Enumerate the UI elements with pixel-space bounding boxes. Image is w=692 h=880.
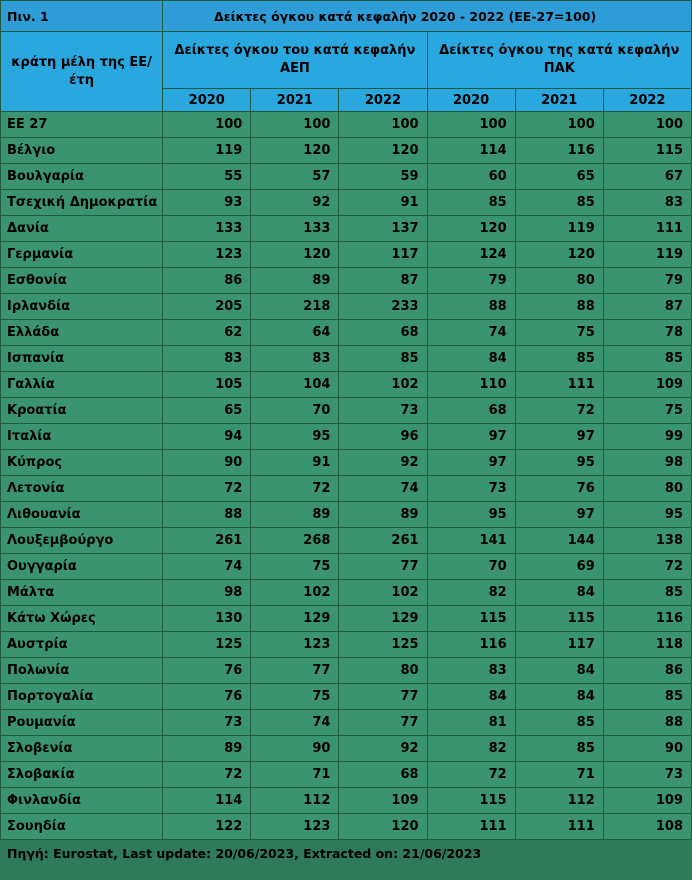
value-cell: 115 [427,606,515,632]
value-cell: 77 [251,658,339,684]
value-cell: 85 [603,346,691,372]
footer-row [1,840,692,867]
table-row [1,164,692,190]
value-cell: 97 [515,502,603,528]
header-year-gdp-2021: 2021 [251,89,339,112]
table-row [1,216,692,242]
table-row [1,268,692,294]
value-cell: 100 [515,112,603,138]
country-name-cell: Σλοβακία [1,762,163,788]
value-cell: 73 [339,398,427,424]
value-cell: 97 [427,450,515,476]
value-cell: 85 [603,684,691,710]
value-cell: 129 [339,606,427,632]
value-cell: 133 [163,216,251,242]
value-cell: 68 [427,398,515,424]
value-cell: 111 [515,814,603,840]
table-row [1,346,692,372]
country-name-cell: Λετονία [1,476,163,502]
table-number-label: Πιν. 1 [1,1,163,32]
value-cell: 117 [515,632,603,658]
value-cell: 114 [427,138,515,164]
value-cell: 85 [515,736,603,762]
value-cell: 233 [339,294,427,320]
value-cell: 115 [515,606,603,632]
value-cell: 95 [427,502,515,528]
value-cell: 55 [163,164,251,190]
value-cell: 74 [163,554,251,580]
value-cell: 115 [427,788,515,814]
header-year-ahfc-2020: 2020 [427,89,515,112]
value-cell: 95 [251,424,339,450]
table-row [1,320,692,346]
country-name-cell: Ελλάδα [1,320,163,346]
value-cell: 138 [603,528,691,554]
value-cell: 125 [163,632,251,658]
value-cell: 75 [251,554,339,580]
value-cell: 74 [251,710,339,736]
value-cell: 119 [515,216,603,242]
value-cell: 64 [251,320,339,346]
value-cell: 120 [427,216,515,242]
value-cell: 122 [163,814,251,840]
value-cell: 67 [603,164,691,190]
value-cell: 102 [251,580,339,606]
value-cell: 70 [427,554,515,580]
table-row [1,242,692,268]
value-cell: 87 [603,294,691,320]
table-row [1,606,692,632]
table-row [1,762,692,788]
value-cell: 82 [427,736,515,762]
value-cell: 117 [339,242,427,268]
value-cell: 85 [515,190,603,216]
value-cell: 76 [515,476,603,502]
value-cell: 116 [603,606,691,632]
value-cell: 79 [427,268,515,294]
value-cell: 89 [163,736,251,762]
value-cell: 125 [339,632,427,658]
country-name-cell: Κροατία [1,398,163,424]
country-name-cell: Ιρλανδία [1,294,163,320]
value-cell: 109 [603,372,691,398]
value-cell: 70 [251,398,339,424]
value-cell: 86 [603,658,691,684]
table-row [1,710,692,736]
value-cell: 205 [163,294,251,320]
value-cell: 120 [339,814,427,840]
value-cell: 116 [427,632,515,658]
value-cell: 124 [427,242,515,268]
value-cell: 95 [603,502,691,528]
value-cell: 119 [163,138,251,164]
table-row [1,112,692,138]
header-row-label: κράτη μέλη της ΕΕ/ έτη [1,32,163,112]
value-cell: 68 [339,320,427,346]
value-cell: 65 [163,398,251,424]
value-cell: 77 [339,710,427,736]
value-cell: 73 [603,762,691,788]
table-row [1,398,692,424]
value-cell: 83 [603,190,691,216]
header-groups-row [1,32,692,89]
value-cell: 77 [339,554,427,580]
table-row [1,658,692,684]
value-cell: 60 [427,164,515,190]
value-cell: 72 [163,762,251,788]
value-cell: 74 [427,320,515,346]
value-cell: 76 [163,684,251,710]
value-cell: 86 [163,268,251,294]
value-cell: 82 [427,580,515,606]
table-body [1,112,692,840]
value-cell: 111 [515,372,603,398]
value-cell: 89 [251,268,339,294]
table-row [1,554,692,580]
table-row [1,190,692,216]
country-name-cell: Τσεχική Δημοκρατία [1,190,163,216]
country-name-cell: Φινλανδία [1,788,163,814]
value-cell: 79 [603,268,691,294]
value-cell: 104 [251,372,339,398]
value-cell: 75 [251,684,339,710]
table-row [1,684,692,710]
value-cell: 75 [515,320,603,346]
value-cell: 76 [163,658,251,684]
value-cell: 68 [339,762,427,788]
value-cell: 111 [603,216,691,242]
value-cell: 78 [603,320,691,346]
table-title: Δείκτες όγκου κατά κεφαλήν 2020 - 2022 (ΕΕ-27=100) [163,1,692,32]
value-cell: 62 [163,320,251,346]
value-cell: 120 [251,138,339,164]
value-cell: 73 [163,710,251,736]
value-cell: 85 [603,580,691,606]
table-footer [1,840,692,867]
value-cell: 80 [603,476,691,502]
value-cell: 218 [251,294,339,320]
value-cell: 71 [251,762,339,788]
value-cell: 114 [163,788,251,814]
value-cell: 119 [603,242,691,268]
value-cell: 130 [163,606,251,632]
value-cell: 89 [251,502,339,528]
value-cell: 88 [603,710,691,736]
country-name-cell: Κύπρος [1,450,163,476]
value-cell: 112 [251,788,339,814]
value-cell: 141 [427,528,515,554]
value-cell: 72 [515,398,603,424]
header-year-gdp-2022: 2022 [339,89,427,112]
country-name-cell: Σλοβενία [1,736,163,762]
country-name-cell: Βέλγιο [1,138,163,164]
table-row [1,814,692,840]
country-name-cell: Πολωνία [1,658,163,684]
country-name-cell: Εσθονία [1,268,163,294]
value-cell: 73 [427,476,515,502]
value-cell: 88 [515,294,603,320]
value-cell: 133 [251,216,339,242]
value-cell: 57 [251,164,339,190]
value-cell: 85 [515,346,603,372]
value-cell: 72 [603,554,691,580]
country-name-cell: Πορτογαλία [1,684,163,710]
value-cell: 59 [339,164,427,190]
value-cell: 91 [251,450,339,476]
value-cell: 83 [427,658,515,684]
value-cell: 72 [251,476,339,502]
value-cell: 99 [603,424,691,450]
value-cell: 89 [339,502,427,528]
country-name-cell: ΕΕ 27 [1,112,163,138]
table-row [1,580,692,606]
value-cell: 120 [515,242,603,268]
value-cell: 69 [515,554,603,580]
value-cell: 100 [339,112,427,138]
value-cell: 83 [251,346,339,372]
value-cell: 98 [163,580,251,606]
value-cell: 94 [163,424,251,450]
country-name-cell: Ισπανία [1,346,163,372]
value-cell: 81 [427,710,515,736]
value-cell: 92 [251,190,339,216]
country-name-cell: Δανία [1,216,163,242]
value-cell: 100 [163,112,251,138]
value-cell: 97 [515,424,603,450]
value-cell: 85 [427,190,515,216]
value-cell: 120 [339,138,427,164]
value-cell: 90 [251,736,339,762]
table-row [1,372,692,398]
value-cell: 109 [339,788,427,814]
value-cell: 111 [427,814,515,840]
value-cell: 91 [339,190,427,216]
value-cell: 100 [427,112,515,138]
value-cell: 93 [163,190,251,216]
value-cell: 65 [515,164,603,190]
table-row [1,450,692,476]
value-cell: 90 [603,736,691,762]
value-cell: 88 [163,502,251,528]
country-name-cell: Λιθουανία [1,502,163,528]
value-cell: 116 [515,138,603,164]
header-year-ahfc-2022: 2022 [603,89,691,112]
table-row [1,476,692,502]
value-cell: 84 [515,658,603,684]
table-row [1,424,692,450]
value-cell: 102 [339,580,427,606]
header-group-gdp: Δείκτες όγκου του κατά κεφαλήν ΑΕΠ [163,32,427,89]
value-cell: 95 [515,450,603,476]
value-cell: 118 [603,632,691,658]
value-cell: 268 [251,528,339,554]
header-year-gdp-2020: 2020 [163,89,251,112]
table-row [1,294,692,320]
value-cell: 84 [515,580,603,606]
table-row [1,528,692,554]
value-cell: 84 [427,684,515,710]
value-cell: 72 [427,762,515,788]
value-cell: 261 [339,528,427,554]
value-cell: 261 [163,528,251,554]
value-cell: 123 [163,242,251,268]
value-cell: 100 [603,112,691,138]
value-cell: 92 [339,736,427,762]
value-cell: 105 [163,372,251,398]
country-name-cell: Αυστρία [1,632,163,658]
header-year-ahfc-2021: 2021 [515,89,603,112]
value-cell: 144 [515,528,603,554]
value-cell: 97 [427,424,515,450]
value-cell: 72 [163,476,251,502]
country-name-cell: Ουγγαρία [1,554,163,580]
country-name-cell: Γαλλία [1,372,163,398]
value-cell: 137 [339,216,427,242]
value-cell: 75 [603,398,691,424]
table-row [1,788,692,814]
header-group-ahfc: Δείκτες όγκου της κατά κεφαλήν ΠΑΚ [427,32,691,89]
value-cell: 80 [515,268,603,294]
value-cell: 84 [515,684,603,710]
value-cell: 123 [251,632,339,658]
value-cell: 96 [339,424,427,450]
country-name-cell: Ρουμανία [1,710,163,736]
value-cell: 74 [339,476,427,502]
value-cell: 80 [339,658,427,684]
country-name-cell: Κάτω Χώρες [1,606,163,632]
value-cell: 92 [339,450,427,476]
value-cell: 123 [251,814,339,840]
value-cell: 88 [427,294,515,320]
value-cell: 115 [603,138,691,164]
value-cell: 84 [427,346,515,372]
country-name-cell: Γερμανία [1,242,163,268]
value-cell: 77 [339,684,427,710]
value-cell: 102 [339,372,427,398]
value-cell: 129 [251,606,339,632]
value-cell: 108 [603,814,691,840]
value-cell: 87 [339,268,427,294]
value-cell: 112 [515,788,603,814]
table-row [1,138,692,164]
table-row [1,736,692,762]
value-cell: 110 [427,372,515,398]
value-cell: 71 [515,762,603,788]
country-name-cell: Βουλγαρία [1,164,163,190]
value-cell: 100 [251,112,339,138]
value-cell: 85 [515,710,603,736]
country-name-cell: Λουξεμβούργο [1,528,163,554]
source-note: Πηγή: Eurostat, Last update: 20/06/2023, Extracted on: 21/06/2023 [1,840,692,867]
value-cell: 109 [603,788,691,814]
value-cell: 98 [603,450,691,476]
country-name-cell: Μάλτα [1,580,163,606]
table-row [1,502,692,528]
country-name-cell: Ιταλία [1,424,163,450]
value-cell: 83 [163,346,251,372]
table-header [1,1,692,112]
title-row [1,1,692,32]
country-name-cell: Σουηδία [1,814,163,840]
value-cell: 120 [251,242,339,268]
value-cell: 85 [339,346,427,372]
table-row [1,632,692,658]
value-cell: 90 [163,450,251,476]
